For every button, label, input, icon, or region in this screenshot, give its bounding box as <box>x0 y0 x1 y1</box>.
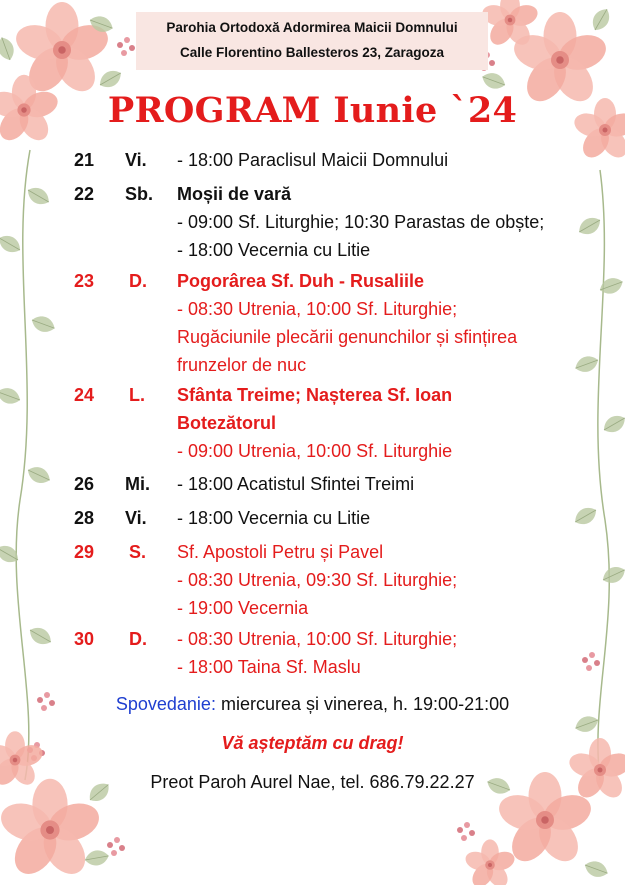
welcome-message: Vă așteptăm cu drag! <box>221 733 404 753</box>
schedule-line: - 18:00 Acatistul Sfintei Treimi <box>177 474 415 494</box>
parish-name: Parohia Ortodoxă Adormirea Maicii Domnului <box>166 20 458 35</box>
schedule-day: 23 <box>74 271 95 291</box>
schedule-weekday: L. <box>129 385 145 405</box>
schedule-line: Pogorârea Sf. Duh - Rusaliile <box>177 271 425 291</box>
schedule-line: - 18:00 Vecernia cu Litie <box>177 240 371 260</box>
schedule-line: Sfânta Treime; Nașterea Sf. Ioan <box>177 385 453 405</box>
schedule-line: - 08:30 Utrenia, 10:00 Sf. Liturghie; <box>177 629 458 649</box>
schedule-weekday: Vi. <box>125 508 147 528</box>
schedule-weekday: Mi. <box>125 474 150 494</box>
schedule-line: frunzelor de nuc <box>177 355 307 375</box>
schedule-weekday: D. <box>129 629 147 649</box>
schedule-day: 29 <box>74 542 95 562</box>
schedule-line: - 09:00 Sf. Liturghie; 10:30 Parastas de obște; <box>177 212 545 232</box>
schedule-weekday: D. <box>129 271 147 291</box>
schedule-weekday: S. <box>129 542 147 562</box>
schedule-day: 26 <box>74 474 95 494</box>
schedule-day: 28 <box>74 508 95 528</box>
flower-bottom-right <box>457 738 625 885</box>
schedule-weekday: Vi. <box>125 150 147 170</box>
schedule-line: - 08:30 Utrenia, 09:30 Sf. Liturghie; <box>177 570 458 590</box>
schedule-day: 22 <box>74 184 95 204</box>
schedule-line: - 09:00 Utrenia, 10:00 Sf. Liturghie <box>177 441 453 461</box>
schedule-line: Rugăciunile plecării genunchilor și sfințirea <box>177 327 518 347</box>
schedule-line: - 19:00 Vecernia <box>177 598 309 618</box>
schedule-line: Botezătorul <box>177 413 276 433</box>
schedule-line: - 18:00 Taina Sf. Maslu <box>177 657 361 677</box>
parish-address: Calle Florentino Ballesteros 23, Zaragoza <box>179 45 445 60</box>
schedule-line: Sf. Apostoli Petru și Pavel <box>177 542 384 562</box>
schedule-line: - 08:30 Utrenia, 10:00 Sf. Liturghie; <box>177 299 458 319</box>
leaves-right <box>571 170 625 780</box>
schedule-day: 24 <box>74 385 95 405</box>
schedule-weekday: Sb. <box>125 184 154 204</box>
schedule-day: 30 <box>74 629 95 649</box>
schedule-day: 21 <box>74 150 95 170</box>
page-title: PROGRAM Iunie `24 <box>107 90 518 131</box>
schedule-line: - 18:00 Paraclisul Maicii Domnului <box>177 150 449 170</box>
priest-contact: Preot Paroh Aurel Nae, tel. 686.79.22.27 <box>150 772 475 792</box>
schedule-line: - 18:00 Vecernia cu Litie <box>177 508 371 528</box>
schedule-line: Moșii de vară <box>177 184 292 204</box>
flower-top-right <box>477 0 625 162</box>
confession-line <box>0 694 625 715</box>
confession-text: miercurea și vinerea, h. 19:00-21:00 <box>215 694 510 714</box>
leaves-left <box>0 150 57 780</box>
confession-label: Spovedanie: <box>115 694 216 714</box>
